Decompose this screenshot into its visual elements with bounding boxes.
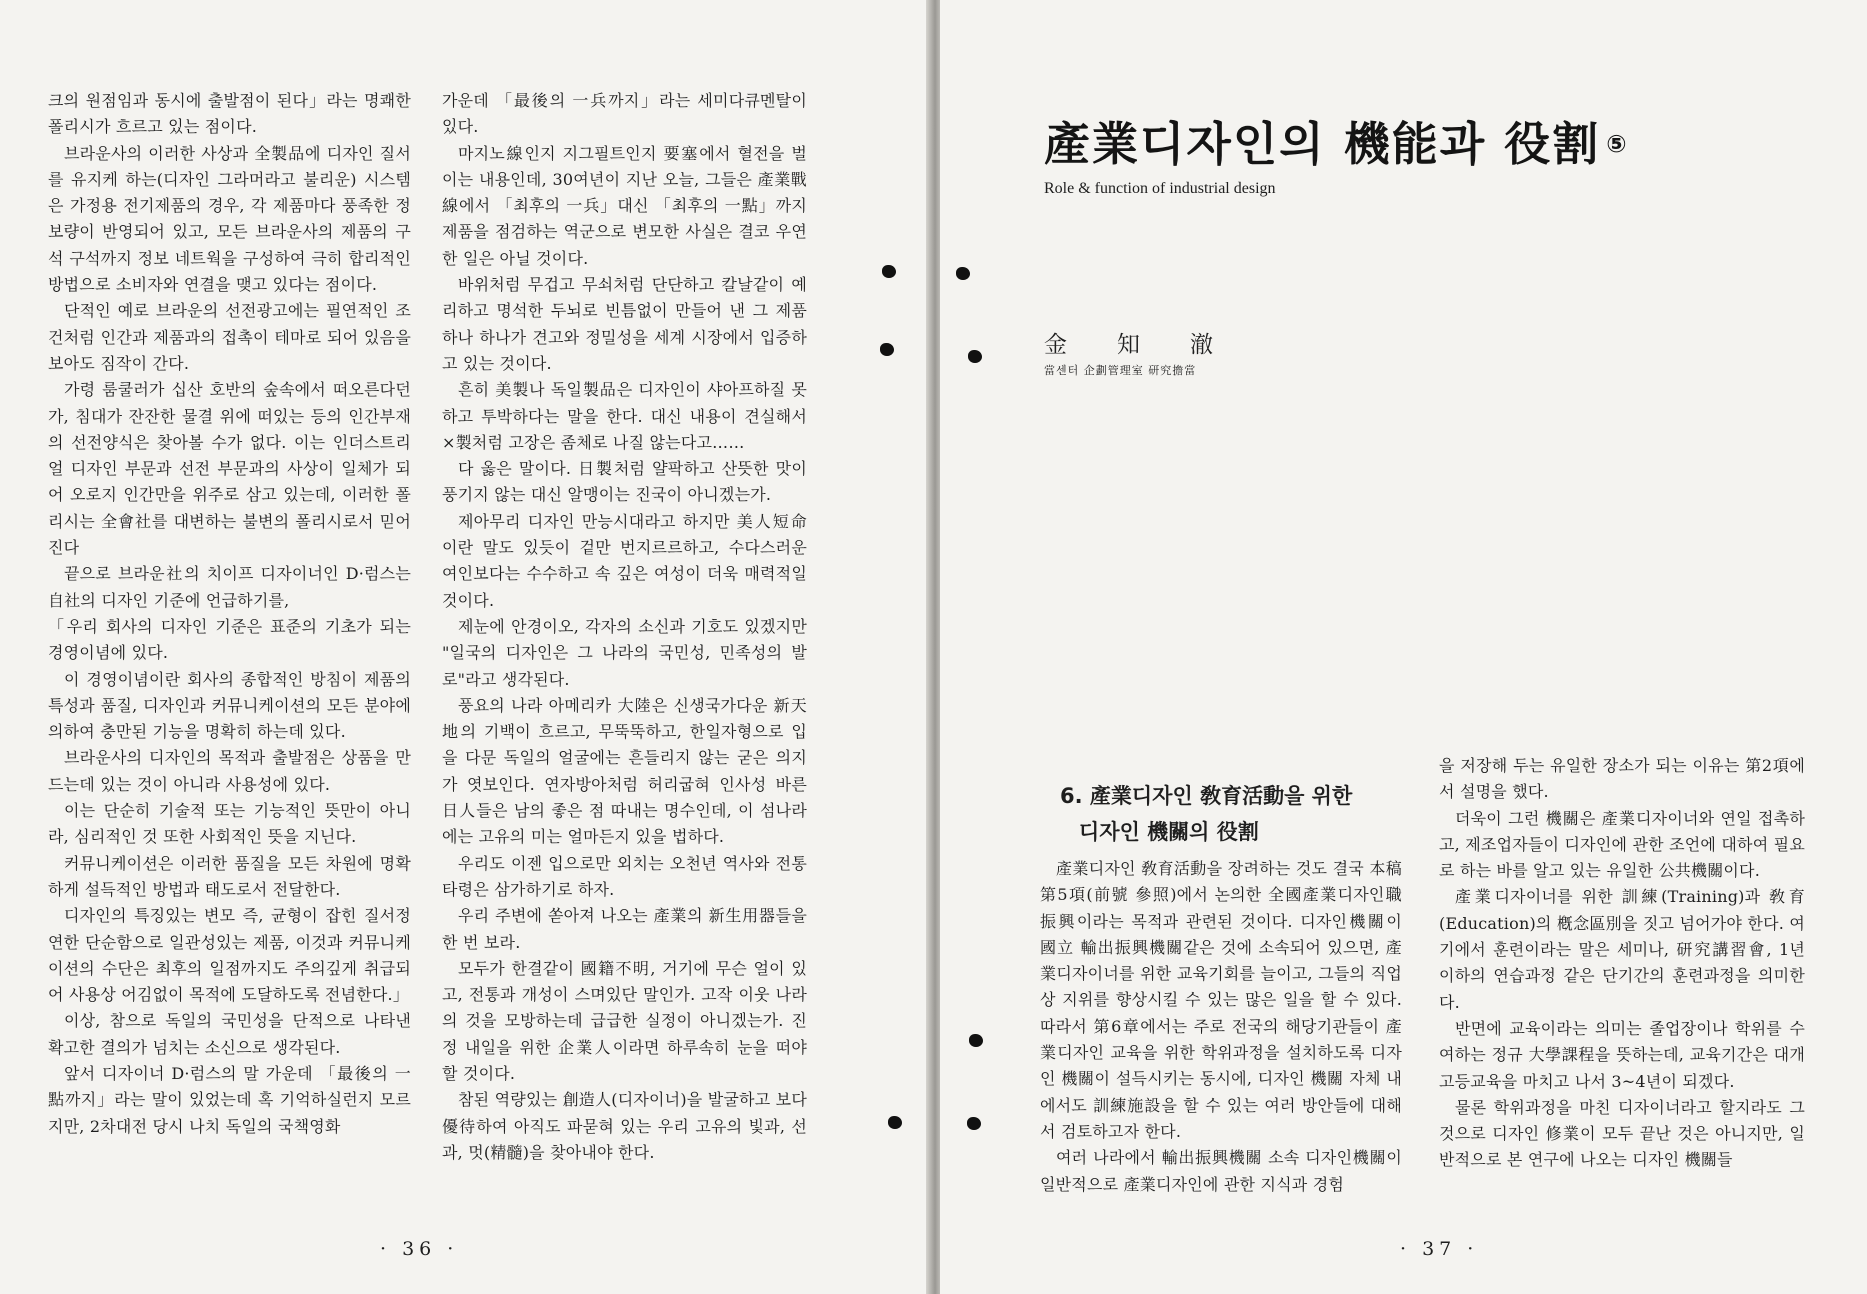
paragraph: 產業디자이너를 위한 訓練(Training)과 敎育(Education)의 槪念區別을 짓고 넘어가야 한다. 여기에서 훈련이라는 말은 세미나, 研究講習會, 1년 이하의 연습과정 같은 단기간의 훈련과정을 의미한다. (1439, 887, 1805, 1012)
left-page (0, 0, 930, 1294)
section-heading (1060, 778, 1410, 850)
paragraph: 더욱이 그런 機關은 產業디자이너와 연일 접촉하고, 제조업자들이 디자인에 관한 조언에 대하여 필요로 하는 바를 알고 있는 유일한 公共機關이다. (1439, 808, 1805, 881)
paragraph: 을 저장해 두는 유일한 장소가 되는 이유는 第2項에서 설명을 했다. (1439, 756, 1805, 802)
paragraph: 「우리 회사의 디자인 기준은 표준의 기초가 되는 경영이념에 있다. (48, 616, 411, 663)
article-title (1044, 108, 1629, 174)
article-subtitle: Role & function of industrial design (1044, 180, 1276, 197)
paragraph: 크의 원점임과 동시에 출발점이 된다」라는 명쾌한 폴리시가 흐르고 있는 점이다. (48, 91, 411, 137)
paragraph: 단적인 예로 브라운의 선전광고에는 필연적인 조건처럼 인간과 제품과의 접촉이 테마로 되어 있음을 보아도 짐작이 간다. (48, 301, 411, 373)
paragraph: 커뮤니케이션은 이러한 품질을 모든 차원에 명확하게 설득적인 방법과 태도로서 전달한다. (48, 853, 411, 899)
left-page-column-1 (48, 88, 411, 1140)
section-heading-line-1: 6. 產業디자인 敎育活動을 위한 (1060, 784, 1353, 808)
binding-hole (969, 1034, 983, 1047)
paragraph: 이 경영이념이란 회사의 종합적인 방침이 제품의 특성과 품질, 디자인과 커뮤니케이션의 모든 분야에 의하여 충만된 기능을 명확히 하는데 있다. (48, 669, 411, 742)
paragraph: 브라운사의 디자인의 목적과 출발점은 상품을 만드는데 있는 것이 아니라 사용성에 있다. (48, 748, 411, 794)
paragraph: 모두가 한결같이 國籍不明, 거기에 무슨 얼이 있고, 전통과 개성이 스며있단 말인가. 고작 이웃 나라의 것을 모방하는데 급급한 실정이 아니겠는가. 진정 내일을 위한 企業人이라면 하루속히 눈을 떠야 할 것이다. (442, 958, 807, 1083)
page-number: · 36 · (380, 1238, 459, 1260)
paragraph: 풍요의 나라 아메리카 大陸은 신생국가다운 新天地의 기백이 흐르고, 무뚝뚝하고, 한일자형으로 입을 다문 독일의 얼굴에는 흔들리지 않는 굳은 의지가 엿보인다. 연자방아처럼 허리굽혀 인사성 바른 日人들은 남의 좋은 점 따내는 명수인데, 이 섬나라에는 고유의 미는 얼마든지 있을 법하다. (442, 695, 807, 847)
paragraph: 가령 룸쿨러가 십산 호반의 숲속에서 떠오른다던가, 침대가 잔잔한 물결 위에 떠있는 등의 인간부재의 선전양식은 찾아볼 수가 없다. 이는 인더스트리얼 디자인 부문과 선전 부문과의 사상이 일체가 되어 오로지 인간만을 위주로 삼고 있는데, 이러한 폴리시는 全會社를 대변하는 불변의 폴리시로서 믿어진다 (48, 380, 411, 558)
article-title-text: 產業디자인의 機能과 役割 (1044, 117, 1601, 171)
paragraph: 브라운사의 이러한 사상과 全製品에 디자인 질서를 유지케 하는(디자인 그라머라고 불리운) 시스템은 가정용 전기제품의 경우, 각 제품마다 풍족한 정보량이 반영되어 있고, 모든 브라운사의 제품의 구석 구석까지 정보 네트웍을 구성하여 극히 합리적인 방법으로 소비자와 연결을 맺고 있다는 점이다. (48, 143, 411, 295)
binding-hole (956, 267, 970, 280)
article-part-number: ⑤ (1606, 130, 1629, 158)
paragraph: 제눈에 안경이오, 각자의 소신과 기호도 있겠지만 "일국의 디자인은 그 나라의 국민성, 민족성의 발로"라고 생각된다. (442, 616, 807, 689)
paragraph: 가운데 「最後의 一兵까지」라는 세미다큐멘탈이 있다. (442, 91, 807, 137)
paragraph: 產業디자인 敎育活動을 장려하는 것도 결국 本稿 第5項(前號 參照)에서 논의한 全國產業디자인職 振興이라는 목적과 관련된 것이다. 디자인機關이 國立 輸出振興機關같은 것에 소속되어 있으면, 產業디자이너를 위한 교육기회를 늘이고, 그들의 직업상 지위를 향상시킬 수 있는 많은 일을 할 수 있다. 따라서 第6章에서는 주로 전국의 해당기관들이 產業디자인 교육을 위한 학위과정을 설치하도록 디자인 機關이 설득시키는 동시에, 디자인 機關 자체 내에서도 訓練施設을 할 수 있는 여러 방안들에 대해서 검토하고자 한다. (1040, 859, 1402, 1141)
paragraph: 바위처럼 무겁고 무쇠처럼 단단하고 칼날같이 예리하고 명석한 두뇌로 빈틈없이 만들어 낸 그 제품 하나 하나가 견고와 정밀성을 세계 시장에서 입증하고 있는 것이다. (442, 275, 807, 373)
paragraph: 마지노線인지 지그필트인지 要塞에서 혈전을 벌이는 내용인데, 30여년이 지난 오늘, 그들은 產業戰線에서 「최후의 一兵」대신 「최후의 一點」까지 제품을 점검하는 역군으로 변모한 사실은 결코 우연한 일은 아닐 것이다. (442, 143, 807, 268)
paragraph: 제아무리 디자인 만능시대라고 하지만 美人短命이란 말도 있듯이 겉만 번지르르하고, 수다스러운 여인보다는 수수하고 속 깊은 여성이 더욱 매력적일 것이다. (442, 511, 807, 610)
paragraph: 이상, 참으로 독일의 국민성을 단적으로 나타낸 확고한 결의가 넘치는 소신으로 생각된다. (48, 1011, 411, 1057)
section-heading-line-2: 디자인 機關의 役割 (1079, 820, 1259, 844)
right-page-column-2 (1439, 753, 1805, 1174)
paragraph: 흔히 美製나 독일製品은 디자인이 샤아프하질 못하고 투박하다는 말을 한다. 대신 내용이 견실해서 ×製처럼 고장은 좀체로 나질 않는다고…… (442, 380, 807, 452)
binding-hole (880, 343, 894, 356)
binding-hole (968, 350, 982, 363)
left-page-column-2 (442, 88, 807, 1166)
paragraph: 반면에 교육이라는 의미는 졸업장이나 학위를 수여하는 정규 大學課程을 뜻하는데, 교육기간은 대개 고등교육을 마치고 나서 3~4년이 되겠다. (1439, 1018, 1805, 1091)
paragraph: 우리 주변에 쏟아져 나오는 產業의 新生用器들을 한 번 보라. (442, 906, 807, 952)
binding-hole (967, 1117, 981, 1130)
paragraph: 우리도 이젠 입으로만 외치는 오천년 역사와 전통타령은 삼가하기로 하자. (442, 853, 807, 899)
paragraph: 물론 학위과정을 마친 디자이너라고 할지라도 그것으로 디자인 修業이 모두 끝난 것은 아니지만, 일반적으로 본 연구에 나오는 디자인 機關들 (1439, 1097, 1805, 1170)
paragraph: 앞서 디자이너 D·럼스의 말 가운데 「最後의 一點까지」라는 말이 있었는데 혹 기억하실런지 모르지만, 2차대전 당시 나치 독일의 국책영화 (48, 1063, 411, 1136)
right-page (940, 0, 1867, 1294)
paragraph: 끝으로 브라운社의 치이프 디자이너인 D·럼스는 自社의 디자인 기준에 언급하기를, (48, 564, 411, 610)
right-page-column-1 (1040, 856, 1402, 1198)
binding-hole (888, 1116, 902, 1129)
paragraph: 참된 역량있는 創造人(디자이너)을 발굴하고 보다 優待하여 아직도 파묻혀 있는 우리 고유의 빛과, 선과, 멋(精髓)을 찾아내야 한다. (442, 1090, 807, 1162)
binding-hole (882, 265, 896, 278)
author-name: 金知澈 (1044, 332, 1263, 358)
paragraph: 다 옳은 말이다. 日製처럼 얄팍하고 산뜻한 맛이 풍기지 않는 대신 알맹이는 진국이 아니겠는가. (442, 459, 807, 505)
paragraph: 이는 단순히 기술적 또는 기능적인 뜻만이 아니라, 심리적인 것 또한 사회적인 뜻을 지닌다. (48, 801, 411, 847)
paragraph: 디자인의 특징있는 변모 즉, 균형이 잡힌 질서정연한 단순함으로 일관성있는 제품, 이것과 커뮤니케이션의 수단은 최후의 일점까지도 주의깊게 취급되어 사용상 어김없이 목적에 도달하도록 전념한다.」 (48, 906, 411, 1005)
paragraph: 여러 나라에서 輸出振興機關 소속 디자인機關이 일반적으로 產業디자인에 관한 지식과 경험 (1040, 1148, 1402, 1194)
author-affiliation: 當센터 企劃管理室 研究擔當 (1044, 364, 1197, 377)
page-number: · 37 · (1400, 1238, 1479, 1260)
